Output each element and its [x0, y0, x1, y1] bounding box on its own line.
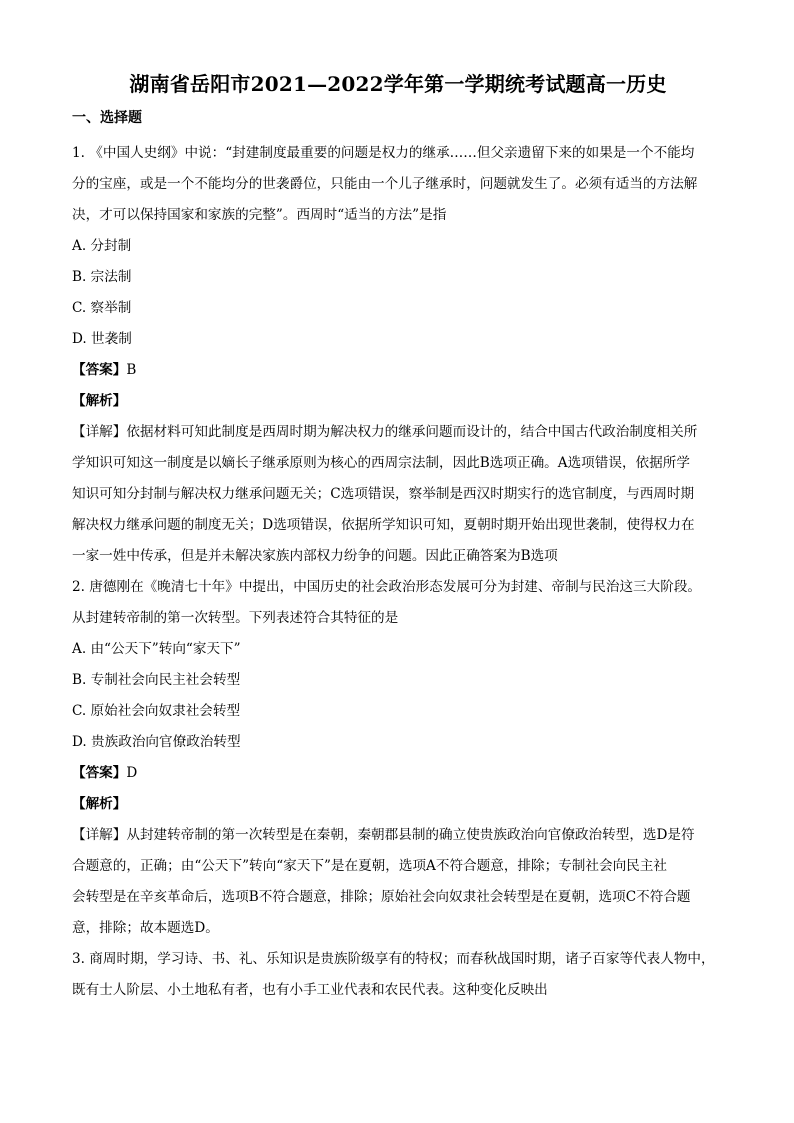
option-b: B. 专制社会向民主社会转型: [72, 672, 241, 688]
answer-tag: 【答案】: [72, 765, 127, 781]
option-a: A. 分封制: [72, 238, 132, 254]
question-2: [72, 572, 724, 634]
question-1-line: 分的宝座，或是一个不能均分的世袭爵位，只能由一个儿子继承时，问题就发生了。必须有适当的方法解: [72, 176, 698, 192]
answer-line: [72, 355, 724, 386]
answer-tag: 【答案】: [72, 362, 127, 378]
question-1-line: 决，才可以保持国家和家族的完整”。西周时“适当的方法”是指: [72, 207, 447, 223]
analysis-line: [72, 789, 724, 820]
option-b: B. 宗法制: [72, 269, 132, 285]
question-1-options: [72, 231, 724, 355]
page-title: 湖南省岳阳市2021—2022学年第一学期统考试题高一历史: [129, 72, 667, 96]
analysis-tag: 【解析】: [72, 796, 127, 812]
question-2-line: 2. 唐德刚在《晚清七十年》中提出，中国历史的社会政治形态发展可分为封建、帝制与民治这三大阶段。: [72, 579, 702, 595]
option-d: D. 贵族政治向官僚政治转型: [72, 734, 241, 750]
question-3-line: 3. 商周时期，学习诗、书、礼、乐知识是贵族阶级享有的特权；而春秋战国时期，诸子百家等代表人物中，: [72, 951, 715, 967]
question-1: [72, 138, 724, 231]
detail-line: 会转型是在辛亥革命后，选项B不符合题意，排除；原始社会向奴隶社会转型是在夏朝，选项C不符合题: [72, 889, 691, 905]
answer-value: D: [126, 765, 138, 781]
answer-value: B: [126, 362, 137, 378]
option-c: C. 察举制: [72, 300, 132, 316]
detail-line: 学知识可知这一制度是以嫡长子继承原则为核心的西周宗法制，因此B选项正确。A选项错误，依据所学: [72, 455, 690, 471]
analysis-tag: 【解析】: [72, 393, 127, 409]
option-c: C. 原始社会向奴隶社会转型: [72, 703, 241, 719]
question-1-detail: [72, 417, 724, 572]
detail-line: 【详解】依据材料可知此制度是西周时期为解决权力的继承问题而设计的，结合中国古代政治制度相关所: [72, 424, 698, 440]
answer-line: [72, 758, 724, 789]
document-page: [72, 70, 724, 1006]
section-heading: 一、选择题: [72, 110, 142, 126]
option-d: D. 世袭制: [72, 331, 132, 347]
detail-line: 意，排除；故本题选D。: [72, 920, 219, 936]
question-1-line: 1. 《中国人史纲》中说：“封建制度最重要的问题是权力的继承……但父亲遗留下来的如果是一个不能均: [72, 145, 695, 161]
detail-line: 一家一姓中传承，但是并未解决家族内部权力纷争的问题。因此正确答案为B选项: [72, 548, 558, 564]
question-2-detail: [72, 820, 724, 944]
question-3: [72, 944, 724, 1006]
question-2-options: [72, 634, 724, 758]
detail-line: 知识可知分封制与解决权力继承问题无关；C选项错误，察举制是西汉时期实行的选官制度，与西周时期: [72, 486, 695, 502]
detail-line: 解决权力继承问题的制度无关；D选项错误，依据所学知识可知，夏朝时期开始出现世袭制，使得权力在: [72, 517, 695, 533]
question-2-line: 从封建转帝制的第一次转型。下列表述符合其特征的是: [72, 610, 399, 626]
detail-line: 【详解】从封建转帝制的第一次转型是在秦朝，秦朝郡县制的确立使贵族政治向官僚政治转型，选D是符: [72, 827, 695, 843]
detail-line: 合题意的，正确；由“公天下”转向“家天下”是在夏朝，选项A不符合题意，排除；专制社会向民主社: [72, 858, 667, 874]
analysis-line: [72, 386, 724, 417]
option-a: A. 由“公天下”转向“家天下”: [72, 641, 241, 657]
question-3-line: 既有士人阶层、小土地私有者，也有小手工业代表和农民代表。这种变化反映出: [72, 982, 548, 998]
